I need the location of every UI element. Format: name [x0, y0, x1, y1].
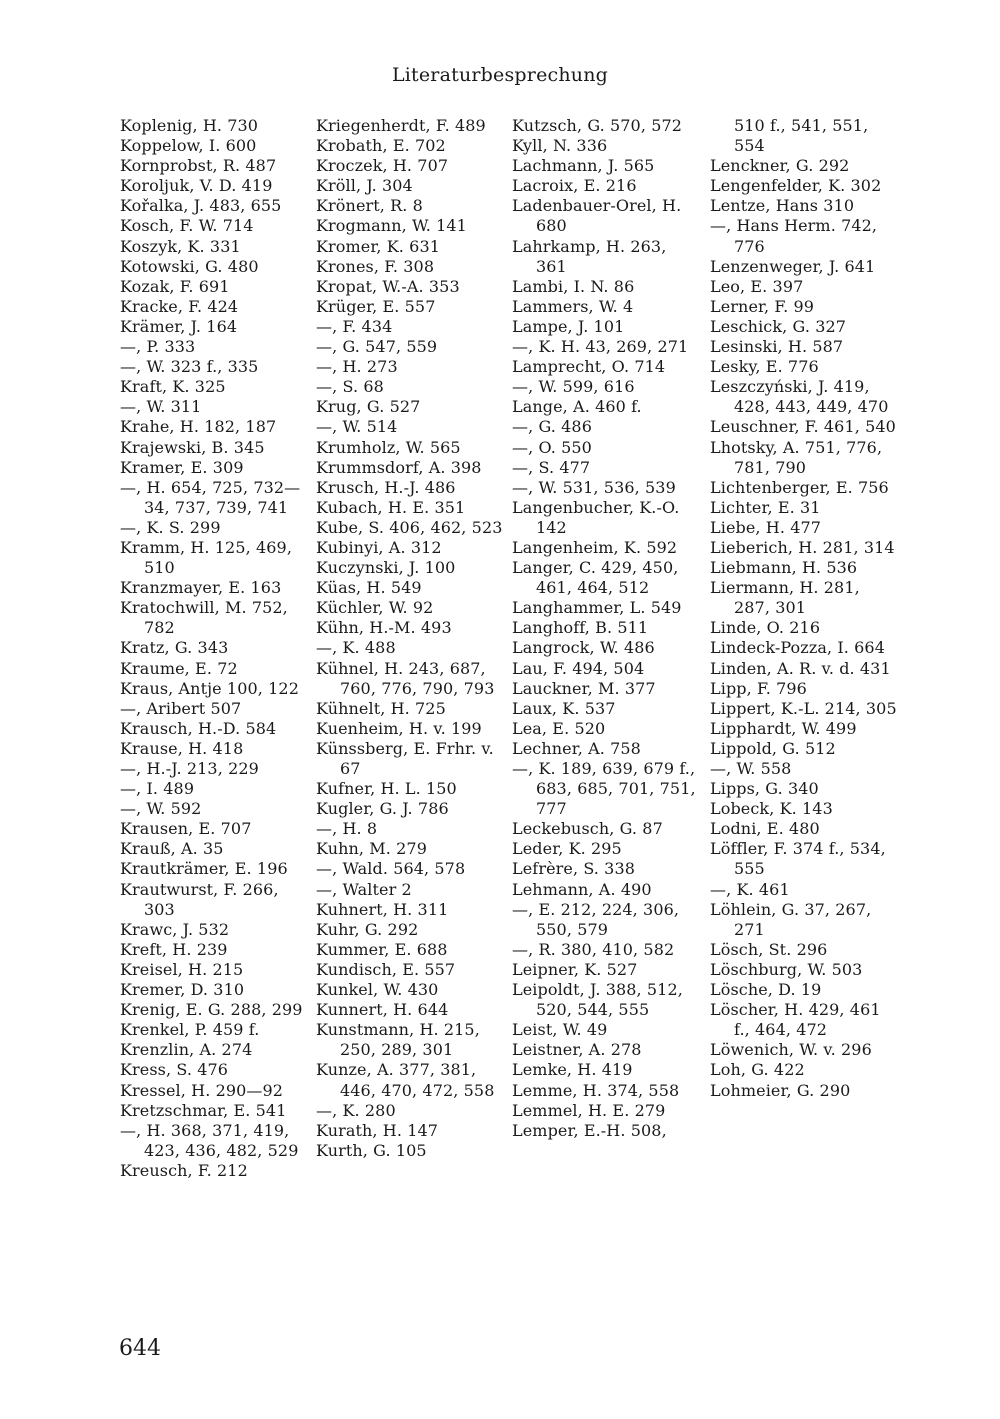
index-entry: —, W. 323 f., 335: [120, 357, 259, 377]
index-entry: Lambi, I. N. 86: [512, 276, 635, 296]
page-header: Literaturbesprechung: [391, 64, 609, 86]
index-entry: Lichtenberger, E. 756: [710, 477, 889, 497]
index-entry: Krenkel, P. 459 f.: [120, 1020, 260, 1040]
index-column-4: [710, 116, 900, 1101]
index-entry: Löffler, F. 374 f., 534, 555: [710, 839, 886, 879]
index-entry: Lammers, W. 4: [512, 296, 634, 316]
index-entry: —, K. 488: [316, 638, 396, 658]
index-entry: —, W. 558: [710, 759, 792, 778]
index-entry: Lesky, E. 776: [710, 357, 819, 377]
index-entry: Koplenig, H. 730: [120, 116, 259, 135]
index-entry: —, K. 280: [316, 1100, 396, 1120]
index-entry: Lenzenweger, J. 641: [710, 256, 876, 276]
index-entry: Lenckner, G. 292: [710, 156, 850, 176]
index-entry: Lemme, H. 374, 558: [512, 1080, 680, 1100]
index-entry: Kröll, J. 304: [316, 176, 413, 196]
index-entry: —, K. 461: [710, 879, 790, 899]
index-entry: Krumholz, W. 565: [316, 437, 461, 457]
index-entry: Lemper, E.-H. 508,: [512, 1120, 667, 1140]
index-entry: Lau, F. 494, 504: [512, 658, 645, 678]
index-entry: Leschick, G. 327: [710, 316, 847, 336]
index-entry: Kurath, H. 147: [316, 1120, 439, 1140]
index-entry: Langrock, W. 486: [512, 638, 655, 658]
index-entry: Leuschner, F. 461, 540: [710, 417, 896, 437]
index-entry: Kubach, H. E. 351: [316, 497, 466, 517]
index-entry: Leckebusch, G. 87: [512, 819, 663, 839]
index-entry: —, H. 273: [316, 357, 398, 377]
index-entry: Lhotsky, A. 751, 776, 781, 790: [710, 437, 883, 477]
index-entry: Kromer, K. 631: [316, 236, 441, 256]
index-entry: Lipphardt, W. 499: [710, 718, 857, 738]
index-entry: Lauckner, M. 377: [512, 678, 656, 698]
index-column-3: [512, 116, 702, 1141]
index-entry: Krausch, H.-D. 584: [120, 718, 277, 738]
index-entry: Liebmann, H. 536: [710, 558, 858, 578]
index-entry-continuation: 510 f., 541, 551, 554: [734, 116, 869, 156]
page-number: 644: [119, 1336, 161, 1361]
index-entry: Krausen, E. 707: [120, 819, 252, 839]
index-entry: Lengenfelder, K. 302: [710, 176, 882, 196]
index-entry: —, K. S. 299: [120, 517, 221, 537]
index-entry: Kuenheim, H. v. 199: [316, 718, 482, 738]
index-entry: Kuhnert, H. 311: [316, 899, 449, 919]
index-entry: Kremer, D. 310: [120, 980, 245, 1000]
index-entry: Kundisch, E. 557: [316, 959, 456, 979]
index-entry: —, S. 477: [512, 457, 591, 477]
index-entry: Kotowski, G. 480: [120, 256, 259, 276]
index-entry: Krogmann, W. 141: [316, 216, 467, 236]
index-entry: Lipp, F. 796: [710, 678, 807, 698]
index-entry: —, S. 68: [316, 377, 384, 397]
index-entry: Kosch, F. W. 714: [120, 216, 254, 236]
index-entry: —, H. 654, 725, 732—34, 737, 739, 741: [120, 477, 301, 517]
index-entry: Lippert, K.-L. 214, 305: [710, 698, 897, 718]
index-entry: Leipner, K. 527: [512, 959, 638, 979]
index-entry: Lesinski, H. 587: [710, 337, 844, 357]
index-entry: Lohmeier, G. 290: [710, 1080, 851, 1100]
index-entry: Krause, H. 418: [120, 738, 244, 758]
index-entry: Krauß, A. 35: [120, 839, 224, 859]
index-entry: Lechner, A. 758: [512, 738, 641, 758]
index-entry: —, K. 189, 639, 679 f., 683, 685, 701, 751, 777: [512, 759, 696, 819]
index-entry: —, H. 368, 371, 419, 423, 436, 482, 529: [120, 1120, 299, 1160]
index-column-1: [120, 116, 310, 1181]
index-entry: —, Wald. 564, 578: [316, 859, 466, 879]
index-entry: Kriegenherdt, F. 489: [316, 116, 486, 135]
index-entry: Lippold, G. 512: [710, 738, 836, 758]
index-entry: Kratz, G. 343: [120, 638, 229, 658]
index-entry: Kühn, H.-M. 493: [316, 618, 452, 638]
index-entry: Langer, C. 429, 450, 461, 464, 512: [512, 558, 679, 598]
index-entry: Lösch, St. 296: [710, 939, 828, 959]
index-entry: Kunze, A. 377, 381, 446, 470, 472, 558: [316, 1060, 495, 1100]
index-entry: Krug, G. 527: [316, 397, 421, 417]
index-entry: Lieberich, H. 281, 314: [710, 537, 895, 557]
index-entry: Kressel, H. 290—92: [120, 1080, 284, 1100]
index-entry: Leist, W. 49: [512, 1020, 608, 1040]
index-entry: Küas, H. 549: [316, 578, 422, 598]
index-entry: Koppelow, I. 600: [120, 136, 257, 156]
index-entry: Lindeck-Pozza, I. 664: [710, 638, 885, 658]
index-entry: Krawc, J. 532: [120, 919, 230, 939]
index-entry: —, E. 212, 224, 306, 550, 579: [512, 899, 680, 939]
index-entry: Kühnel, H. 243, 687, 760, 776, 790, 793: [316, 658, 495, 698]
index-entry: Lefrère, S. 338: [512, 859, 636, 879]
index-entry: —, R. 380, 410, 582: [512, 939, 675, 959]
index-entry: Kühnelt, H. 725: [316, 698, 446, 718]
index-entry: Kreusch, F. 212: [120, 1160, 248, 1180]
index-entry: Lösche, D. 19: [710, 980, 822, 1000]
index-entry: Loh, G. 422: [710, 1060, 805, 1080]
index-entry: Kropat, W.-A. 353: [316, 276, 460, 296]
index-entry: —, H.-J. 213, 229: [120, 759, 259, 778]
index-entry: Kroczek, H. 707: [316, 156, 449, 176]
index-entry: Kraume, E. 72: [120, 658, 238, 678]
index-entry: Krämer, J. 164: [120, 316, 238, 336]
index-entry: Krenzlin, A. 274: [120, 1040, 253, 1060]
index-entry: Löwenich, W. v. 296: [710, 1040, 872, 1060]
index-entry: Leder, K. 295: [512, 839, 622, 859]
index-entry: Kress, S. 476: [120, 1060, 229, 1080]
index-entry: —, Aribert 507: [120, 698, 242, 718]
index-entry: Krusch, H.-J. 486: [316, 477, 456, 497]
index-entry: —, P. 333: [120, 337, 196, 357]
index-entry: Kunstmann, H. 215, 250, 289, 301: [316, 1020, 480, 1060]
index-entry: —, Walter 2: [316, 879, 412, 899]
index-entry: Ladenbauer-Orel, H. 680: [512, 196, 682, 236]
index-entry: Kufner, H. L. 150: [316, 779, 457, 799]
index-entry: Lamprecht, O. 714: [512, 357, 666, 377]
index-entry: Langenbucher, K.-O. 142: [512, 497, 680, 537]
index-entry: Kube, S. 406, 462, 523: [316, 517, 503, 537]
index-entry: Kyll, N. 336: [512, 136, 608, 156]
index-entry: Krahe, H. 182, 187: [120, 417, 277, 437]
index-entry: —, K. H. 43, 269, 271: [512, 337, 689, 357]
index-entry: Laux, K. 537: [512, 698, 616, 718]
index-entry: Kraus, Antje 100, 122: [120, 678, 299, 698]
index-entry: Lachmann, J. 565: [512, 156, 655, 176]
index-entry: —, Hans Herm. 742, 776: [710, 216, 878, 256]
index-entry: Kuhr, G. 292: [316, 919, 419, 939]
index-entry: Lange, A. 460 f.: [512, 397, 642, 417]
index-entry: Löhlein, G. 37, 267, 271: [710, 899, 872, 939]
index-entry: Kreisel, H. 215: [120, 959, 244, 979]
index-entry: Leistner, A. 278: [512, 1040, 642, 1060]
index-entry: —, W. 599, 616: [512, 377, 635, 397]
index-entry: Küchler, W. 92: [316, 598, 434, 618]
index-entry: Kuhn, M. 279: [316, 839, 427, 859]
index-entry: Lehmann, A. 490: [512, 879, 652, 899]
index-entry: —, W. 514: [316, 417, 398, 437]
index-entry: Kramer, E. 309: [120, 457, 244, 477]
index-entry: Lerner, F. 99: [710, 296, 815, 316]
index-entry: Künssberg, E. Frhr. v. 67: [316, 738, 494, 778]
index-entry: Kuczynski, J. 100: [316, 558, 456, 578]
index-entry: Liebe, H. 477: [710, 517, 822, 537]
index-entry: Kretzschmar, E. 541: [120, 1100, 287, 1120]
index-entry: Koroljuk, V. D. 419: [120, 176, 273, 196]
index-entry: Kranzmayer, E. 163: [120, 578, 282, 598]
index-entry: Leszczyński, J. 419, 428, 443, 449, 470: [710, 377, 889, 417]
index-entry: Langhammer, L. 549: [512, 598, 682, 618]
index-entry: Lampe, J. 101: [512, 316, 625, 336]
index-entry: Koszyk, K. 331: [120, 236, 241, 256]
index-entry: Langenheim, K. 592: [512, 537, 678, 557]
index-entry: Lea, E. 520: [512, 718, 606, 738]
index-entry: Löschburg, W. 503: [710, 959, 863, 979]
index-entry: —, O. 550: [512, 437, 592, 457]
index-entry: Lemke, H. 419: [512, 1060, 633, 1080]
index-entry: Kramm, H. 125, 469, 510: [120, 537, 293, 578]
index-entry: Kracke, F. 424: [120, 296, 239, 316]
index-column-2: [316, 116, 506, 1161]
index-entry: Lichter, E. 31: [710, 497, 821, 517]
index-entry: Krummsdorf, A. 398: [316, 457, 482, 477]
index-entry: Kořalka, J. 483, 655: [120, 196, 282, 216]
index-entry: Kugler, G. J. 786: [316, 799, 449, 819]
index-entry: Kozak, F. 691: [120, 276, 230, 296]
index-entry: Lipps, G. 340: [710, 779, 819, 799]
index-entry: Krones, F. 308: [316, 256, 435, 276]
index-entry: Leipoldt, J. 388, 512, 520, 544, 555: [512, 980, 683, 1020]
index-entry: Krajewski, B. 345: [120, 437, 265, 457]
index-entry: Krenig, E. G. 288, 299: [120, 1000, 303, 1020]
index-entry: Lahrkamp, H. 263, 361: [512, 236, 667, 276]
index-entry: Lodni, E. 480: [710, 819, 820, 839]
index-entry: Lemmel, H. E. 279: [512, 1100, 666, 1120]
index-entry: Kurth, G. 105: [316, 1140, 427, 1160]
index-entry: Kornprobst, R. 487: [120, 156, 277, 176]
index-entry: Kutzsch, G. 570, 572: [512, 116, 683, 135]
index-entry: Linde, O. 216: [710, 618, 821, 638]
index-entry: Krönert, R. 8: [316, 196, 423, 216]
index-entry: Löscher, H. 429, 461 f., 464, 472: [710, 1000, 881, 1040]
index-entry: Krautkrämer, E. 196: [120, 859, 288, 879]
index-entry: —, W. 592: [120, 799, 202, 819]
index-entry: Kraft, K. 325: [120, 377, 226, 397]
index-entry: Kubinyi, A. 312: [316, 537, 442, 557]
index-entry: —, F. 434: [316, 316, 393, 336]
index-entry: Krüger, E. 557: [316, 296, 436, 316]
index-entry: Liermann, H. 281, 287, 301: [710, 578, 860, 618]
index-entry: —, I. 489: [120, 779, 195, 799]
index-entry: Lobeck, K. 143: [710, 799, 833, 819]
index-entry: Lacroix, E. 216: [512, 176, 637, 196]
index-entry: Linden, A. R. v. d. 431: [710, 658, 891, 678]
index-entry: —, W. 531, 536, 539: [512, 477, 676, 497]
index-entry: —, G. 547, 559: [316, 337, 438, 357]
index-entry: Kummer, E. 688: [316, 939, 448, 959]
index-entry: —, G. 486: [512, 417, 592, 437]
index-entry: Krautwurst, F. 266, 303: [120, 879, 279, 919]
index-entry: —, H. 8: [316, 819, 378, 839]
index-entry: Leo, E. 397: [710, 276, 804, 296]
index-entry: —, W. 311: [120, 397, 202, 417]
index-entry: Kunkel, W. 430: [316, 980, 439, 1000]
index-entry: Kunnert, H. 644: [316, 1000, 449, 1020]
index-entry: Lentze, Hans 310: [710, 196, 855, 216]
index-entry: Krobath, E. 702: [316, 136, 446, 156]
index-entry: Langhoff, B. 511: [512, 618, 649, 638]
index-entry: Kreft, H. 239: [120, 939, 228, 959]
index-entry: Kratochwill, M. 752, 782: [120, 598, 288, 638]
